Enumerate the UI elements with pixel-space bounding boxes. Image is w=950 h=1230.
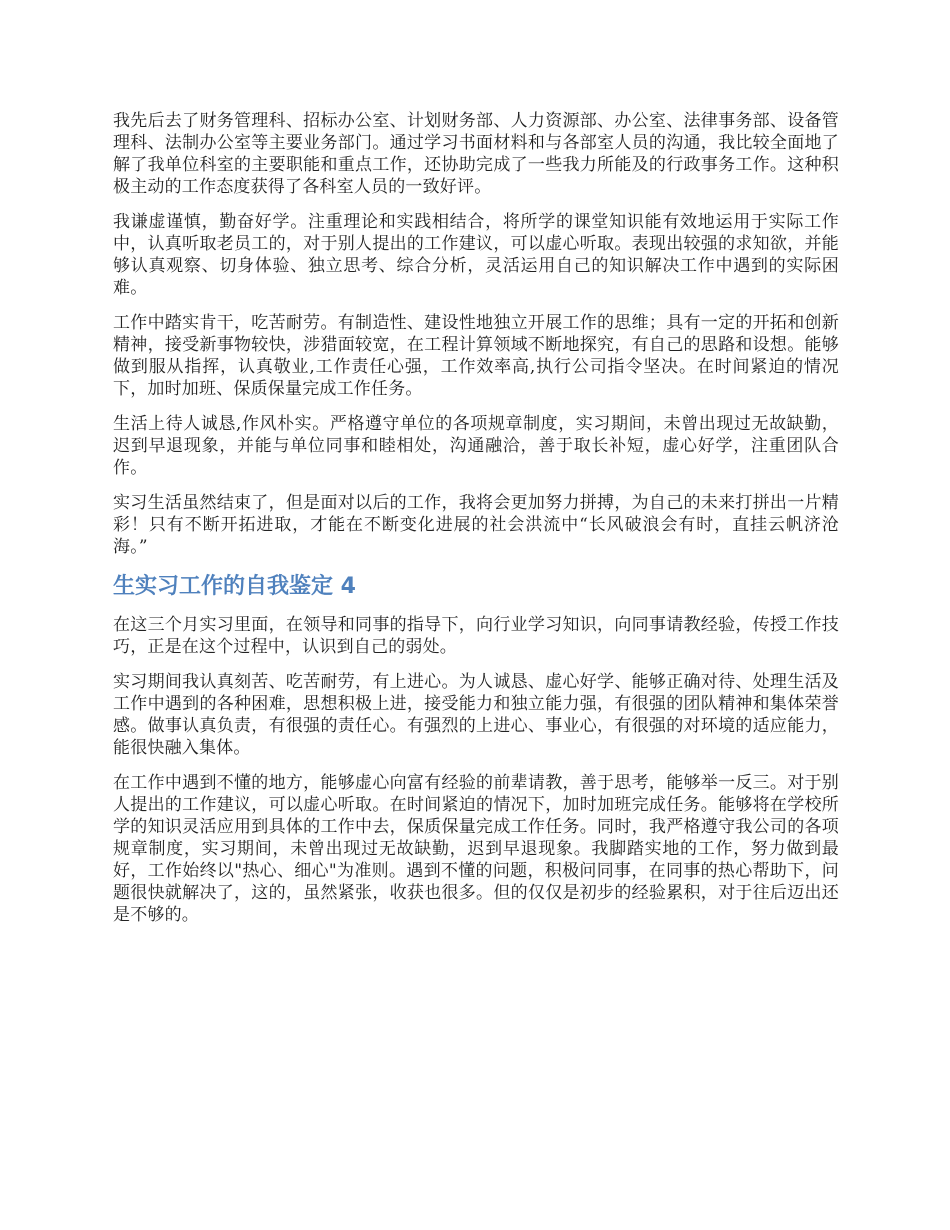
- paragraph-departments: 我先后去了财务管理科、招标办公室、计划财务部、人力资源部、办公室、法律事务部、设备管理科、法制办公室等主要业务部门。通过学习书面材料和与各部室人员的沟通，我比较全面地了解了我单位科室的主要职能和重点工作，还协助完成了一些我力所能及的行政事务工作。这种积极主动的工作态度获得了各科室人员的一致好评。: [113, 111, 839, 197]
- paragraph-work-attitude: 工作中踏实肯干，吃苦耐劳。有制造性、建设性地独立开展工作的思维；具有一定的开拓和创新精神，接受新事物较快，涉猎面较宽，在工程计算领域不断地探究，有自己的思路和设想。能够做到服从指挥，认真敬业,工作责任心强，工作效率高,执行公司指令坚决。在时间紧迫的情况下，加时加班、保质保量完成工作任务。: [113, 313, 839, 399]
- paragraph-conclusion: 实习生活虽然结束了，但是面对以后的工作，我将会更加努力拼搏，为自己的未来打拼出一片精彩！只有不断开拓进取，才能在不断变化进展的社会洪流中“长风破浪会有时，直挂云帆济沧海。”: [113, 493, 839, 557]
- paragraph-three-months: 在这三个月实习里面，在领导和同事的指导下，向行业学习知识，向同事请教经验，传授工作技巧，正是在这个过程中，认识到自己的弱处。: [113, 615, 839, 657]
- paragraph-life-style: 生活上待人诚恳,作风朴实。严格遵守单位的各项规章制度，实习期间，未曾出现过无故缺勤，迟到早退现象，并能与单位同事和睦相处，沟通融洽，善于取长补短，虚心好学，注重团队合作。: [113, 414, 839, 478]
- document-page: [113, 110, 839, 939]
- paragraph-work-experience: 在工作中遇到不懂的地方，能够虚心向富有经验的前辈请教，善于思考，能够举一反三。对于别人提出的工作建议，可以虚心听取。在时间紧迫的情况下，加时加班完成任务。能够将在学校所学的知识灵活应用到具体的工作中去，保质保量完成工作任务。同时，我严格遵守我公司的各项规章制度，实习期间，未曾出现过无故缺勤，迟到早退现象。我脚踏实地的工作，努力做到最好，工作始终以"热心、细心"为准则。遇到不懂的问题，积极问同事，在同事的热心帮助下，问题很快就解决了，这的，虽然紧张，收获也很多。但的仅仅是初步的经验累积，对于往后迈出还是不够的。: [113, 773, 839, 925]
- paragraph-learning: 我谦虚谨慎，勤奋好学。注重理论和实践相结合，将所学的课堂知识能有效地运用于实际工作中，认真听取老员工的，对于别人提出的工作建议，可以虚心听取。表现出较强的求知欲，并能够认真观察、切身体验、独立思考、综合分析，灵活运用自己的知识解决工作中遇到的实际困难。: [113, 212, 839, 298]
- paragraph-diligence: 实习期间我认真刻苦、吃苦耐劳，有上进心。为人诚恳、虚心好学、能够正确对待、处理生活及工作中遇到的各种困难，思想积极上进，接受能力和独立能力强，有很强的团队精神和集体荣誉感。做事认真负责，有很强的责任心。有强烈的上进心、事业心，有很强的对环境的适应能力，能很快融入集体。: [113, 672, 839, 758]
- section-heading: 生实习工作的自我鉴定 4: [113, 574, 356, 599]
